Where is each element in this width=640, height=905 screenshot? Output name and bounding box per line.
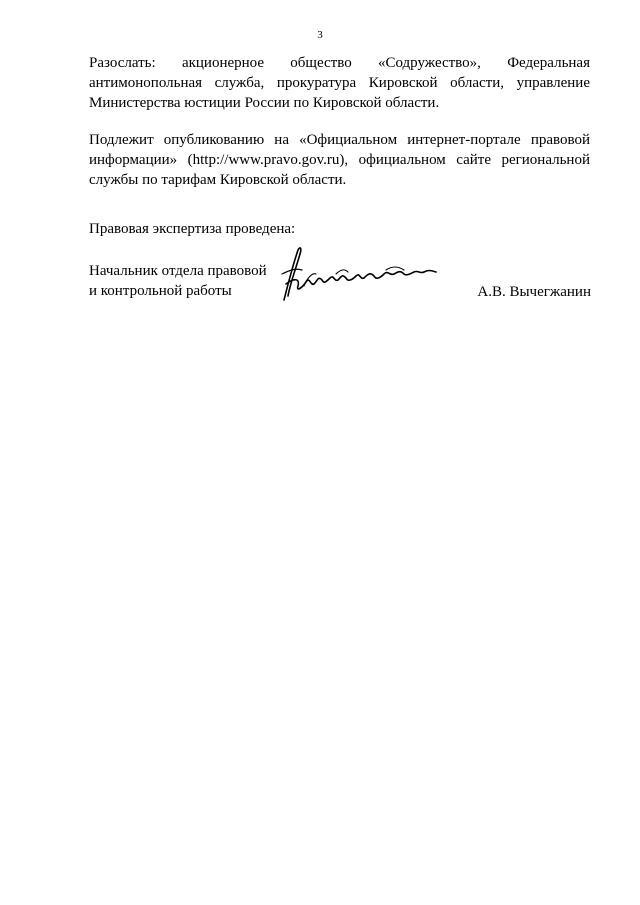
publication-line-2: информации» (http://www.pravo.gov.ru), официальном сайте региональной (89, 152, 590, 168)
distribution-line-2: антимонопольная служба, прокуратура Кировской области, управление (89, 75, 590, 91)
signatory-position-line-2: и контрольной работы (89, 283, 232, 299)
page-number: 3 (317, 29, 323, 41)
publication-line-3: службы по тарифам Кировской области. (89, 172, 347, 188)
legal-expertise-note: Правовая экспертиза проведена: (89, 221, 296, 237)
distribution-line-3: Министерства юстиции России по Кировской области. (89, 95, 440, 111)
publication-paragraph (89, 130, 590, 190)
distribution-line-1: Разослать: акционерное общество «Содружество», Федеральная (89, 55, 590, 71)
signatory-position (89, 261, 267, 301)
distribution-paragraph (89, 53, 590, 113)
signature-icon (276, 244, 446, 304)
signatory-position-line-1: Начальник отдела правовой (89, 263, 267, 279)
signatory-name: А.В. Вычегжанин (477, 284, 591, 300)
publication-line-1: Подлежит опубликованию на «Официальном интернет-портале правовой (89, 132, 590, 148)
